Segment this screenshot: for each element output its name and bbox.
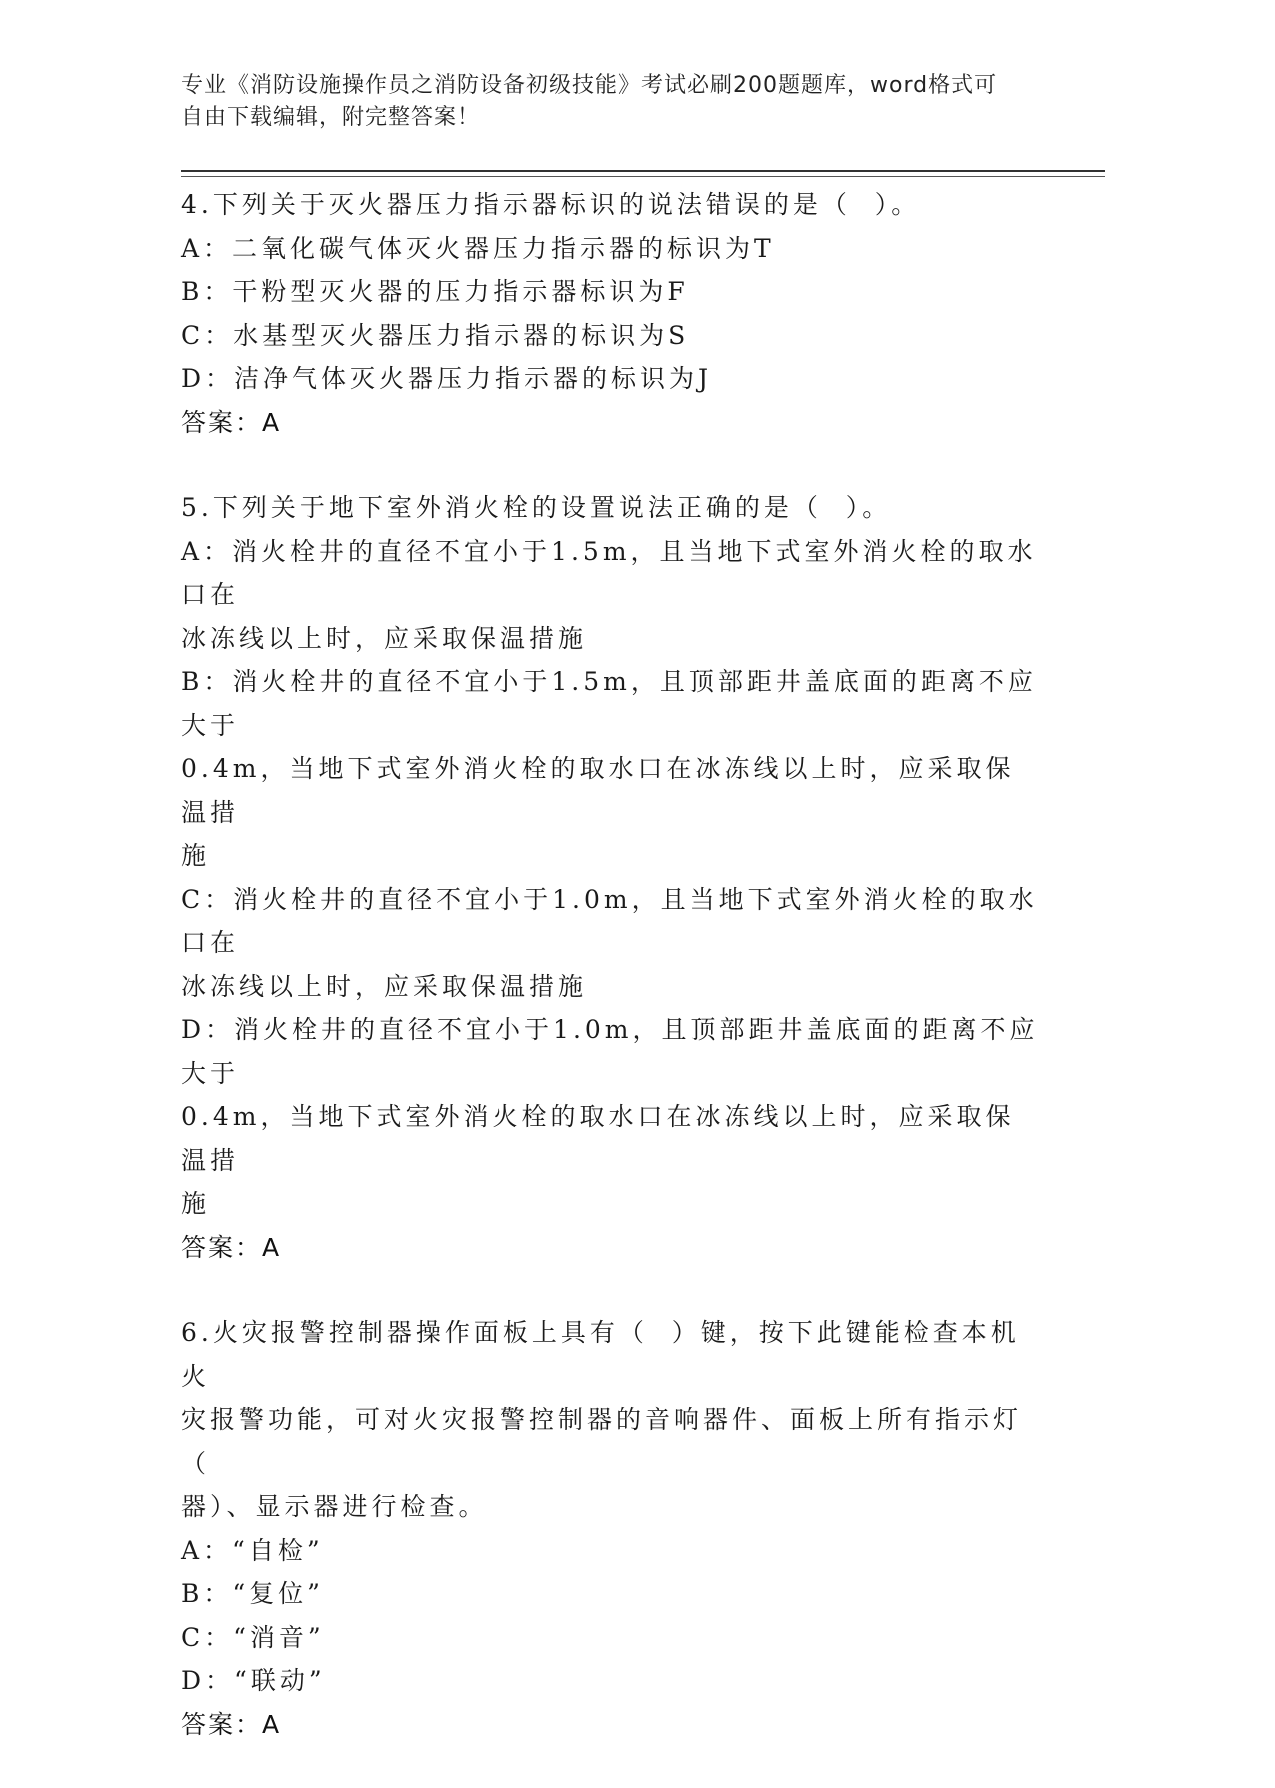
question-stem: 6.火灾报警控制器操作面板上具有（ ）键，按下此键能检查本机火 <box>181 1318 1020 1391</box>
answer: 答案：A <box>181 1232 282 1262</box>
header-divider-thick <box>181 170 1105 172</box>
question-stem: 灾报警功能，可对火灾报警控制器的音响器件、面板上所有指示灯（ <box>181 1405 1023 1478</box>
option-d <box>181 1008 1041 1226</box>
header-line-2: 自由下载编辑，附完整答案！ <box>181 105 481 130</box>
option-line: A：二氧化碳气体灭火器压力指示器的标识为T <box>181 233 775 263</box>
option-line: A：消火栓井的直径不宜小于1.5m，且当地下式室外消火栓的取水口在 <box>181 536 1037 609</box>
option-d <box>181 1659 1041 1703</box>
option-line: 0.4m，当地下式室外消火栓的取水口在冰冻线以上时，应采取保温措 <box>181 1102 1015 1175</box>
question-6 <box>181 1311 1041 1746</box>
option-line: 施 <box>181 1189 211 1218</box>
question-stem: 5.下列关于地下室外消火栓的设置说法正确的是（ ）。 <box>181 493 892 522</box>
option-a <box>181 227 1041 271</box>
question-list <box>181 183 1041 1788</box>
option-d <box>181 357 1041 401</box>
option-c <box>181 314 1041 358</box>
answer: 答案：A <box>181 1709 282 1739</box>
option-b <box>181 660 1041 878</box>
option-line: B：“复位” <box>181 1579 324 1608</box>
header-line-1: 专业《消防设施操作员之消防设备初级技能》考试必刷200题题库，word格式可 <box>181 73 998 98</box>
answer: 答案：A <box>181 407 282 437</box>
option-line: D：消火栓井的直径不宜小于1.0m，且顶部距井盖底面的距离不应大于 <box>181 1015 1039 1088</box>
question-stem: 4.下列关于灭火器压力指示器标识的说法错误的是（ ）。 <box>181 190 921 219</box>
option-line: D：洁净气体灭火器压力指示器的标识为J <box>181 364 713 393</box>
option-line: B：干粉型灭火器的压力指示器标识为F <box>181 277 689 306</box>
option-a <box>181 530 1041 661</box>
option-line: A：“自检” <box>181 1535 324 1565</box>
option-line: 冰冻线以上时，应采取保温措施 <box>181 623 588 653</box>
question-stem: 器）、显示器进行检查。 <box>181 1492 488 1521</box>
option-c <box>181 1616 1041 1660</box>
option-line: B：消火栓井的直径不宜小于1.5m，且顶部距井盖底面的距离不应大于 <box>181 667 1037 740</box>
option-line: 0.4m，当地下式室外消火栓的取水口在冰冻线以上时，应采取保温措 <box>181 754 1015 827</box>
header-divider-thin <box>181 176 1105 177</box>
option-line: 冰冻线以上时，应采取保温措施 <box>181 971 588 1001</box>
option-line: C：消火栓井的直径不宜小于1.0m，且当地下式室外消火栓的取水口在 <box>181 884 1038 957</box>
option-a <box>181 1529 1041 1573</box>
option-b <box>181 270 1041 314</box>
option-c <box>181 878 1041 1009</box>
option-line: C：“消音” <box>181 1622 325 1652</box>
question-5 <box>181 486 1041 1269</box>
option-line: 施 <box>181 841 211 870</box>
option-line: C：水基型灭火器压力指示器的标识为S <box>181 320 690 350</box>
option-b <box>181 1572 1041 1616</box>
option-line: D：“联动” <box>181 1666 326 1695</box>
question-4 <box>181 183 1041 444</box>
document-header <box>181 70 1061 134</box>
